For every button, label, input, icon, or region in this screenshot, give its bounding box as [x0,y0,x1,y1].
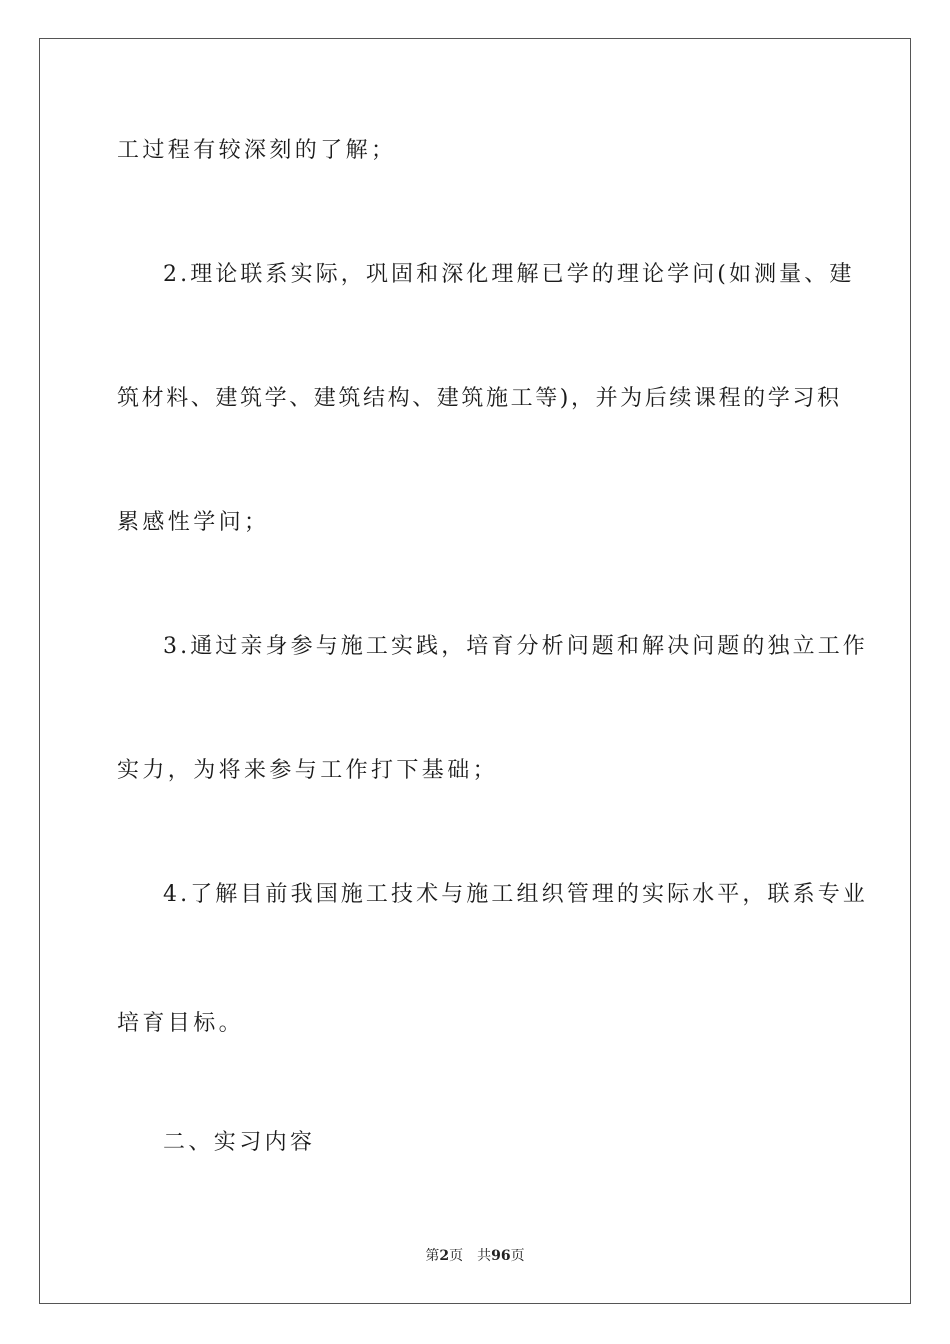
page-number: 2 [439,1248,450,1264]
body-text-line: 工过程有较深刻的了解； [117,138,397,163]
body-text-line: 累感性学问； [117,510,270,535]
body-text-line: 筑材料、建筑学、建筑结构、建筑施工等)，并为后续课程的学习积 [117,386,842,411]
total-pages: 96 [491,1248,511,1264]
page-footer [0,1246,950,1266]
total-prefix: 共 [477,1248,492,1264]
body-text-line: 3.通过亲身参与施工实践，培育分析问题和解决问题的独立工作 [163,634,868,659]
page-prefix: 第 [425,1248,440,1264]
section-heading: 二、实习内容 [163,1130,316,1155]
total-suffix: 页 [510,1248,525,1264]
body-text-line: 实力，为将来参与工作打下基础； [117,758,499,783]
page-border [39,38,911,1304]
page-suffix: 页 [449,1248,464,1264]
body-text-line: 培育目标。 [117,1011,245,1036]
body-text-line: 2.理论联系实际，巩固和深化理解已学的理论学问(如测量、建 [163,262,855,287]
body-text-line: 4.了解目前我国施工技术与施工组织管理的实际水平，联系专业 [163,882,868,907]
